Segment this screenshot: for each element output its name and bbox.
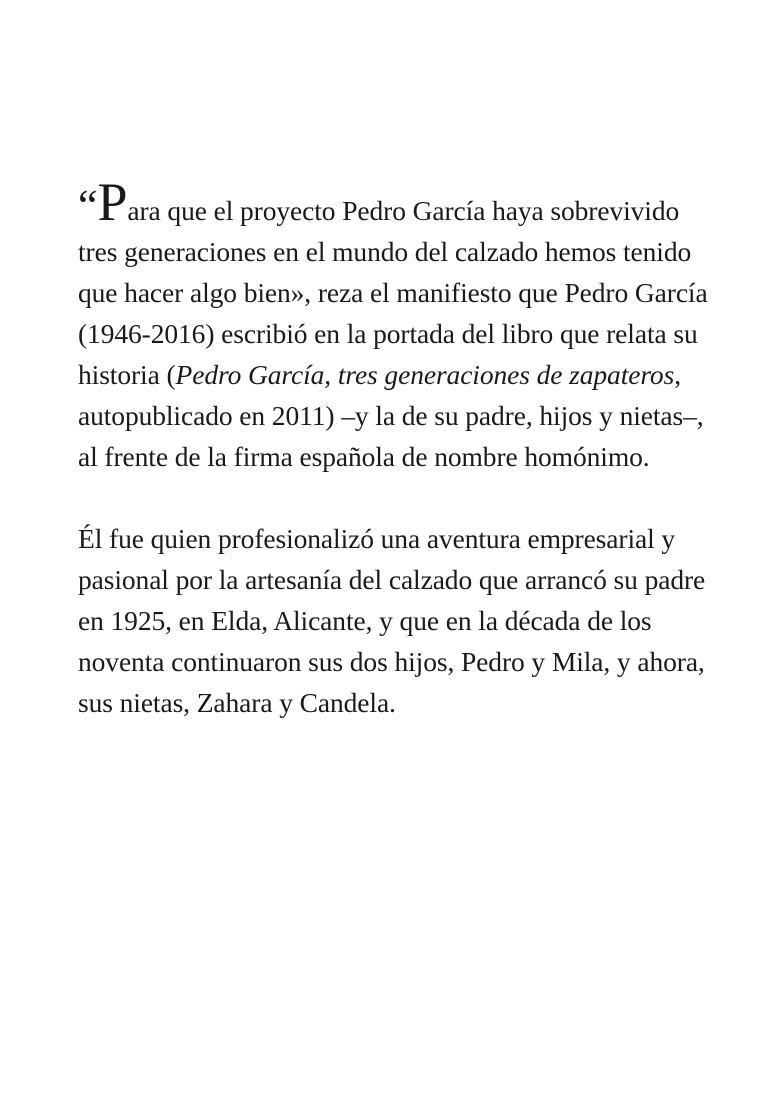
paragraph-1-text-start: ara que el proyecto Pedro García haya sobrevivido tres generaciones en el mundo del calzado hemos tenido que hacer algo bien», reza el manifiesto que Pedro García (1946-2016) escribió en la portada del libro que relata su historia ( <box>78 195 708 390</box>
paragraph-2: Él fue quien profesionalizó una aventura empresarial y pasional por la artesanía del calzado que arrancó su padre en 1925, en Elda, Alicante, y que en la década de los noventa continuaron sus dos hijos, Pedro y Mila, y ahora, sus nietas, Zahara y Candela. <box>78 523 706 718</box>
drop-cap-initial: P <box>97 172 128 232</box>
paragraph-1 <box>78 172 708 477</box>
paragraph-1-text-end: , autopublicado en 2011) –y la de su padre, hijos y nietas–, al frente de la firma española de nombre homónimo. <box>78 359 704 472</box>
opening-quote-mark: “ <box>78 181 98 230</box>
article-body <box>78 172 708 723</box>
book-title: Pedro García, tres generaciones de zapateros <box>175 359 675 390</box>
